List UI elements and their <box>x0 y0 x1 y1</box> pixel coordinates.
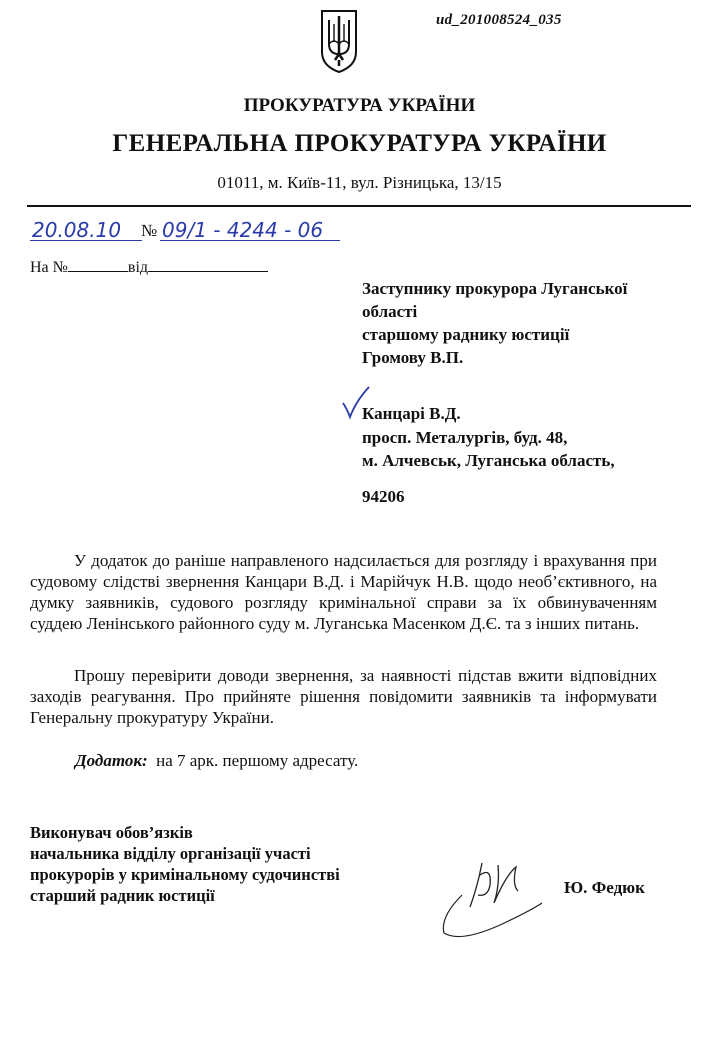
attachment-text: на 7 арк. першому адресату. <box>156 751 359 770</box>
addressee-line: просп. Металургів, буд. 48, <box>362 427 568 447</box>
attachment-label: Додаток: <box>75 751 148 770</box>
addressee-block <box>362 402 615 506</box>
body-paragraph: Прошу перевірити доводи звернення, за наявності підстав вжити відповідних заходів реагування. Про прийняте рішення повідомити заявників та інформувати Генеральну прокуратуру України. <box>30 666 657 727</box>
recipient-block <box>362 277 627 369</box>
reference-date-label: від <box>127 259 149 276</box>
reference-date-blank <box>148 259 268 272</box>
addressee-postal-code: 94206 <box>362 487 405 506</box>
registration-number-underline <box>160 240 340 241</box>
signatory-title-line: Виконувач обов’язків <box>30 823 193 842</box>
trident-emblem-icon <box>319 8 359 74</box>
signatory-name: Ю. Федюк <box>564 878 645 897</box>
reference-line <box>30 259 268 277</box>
reference-number-blank <box>68 259 128 272</box>
registration-date: 20.08.10 <box>32 218 122 242</box>
signatory-title-line: старший радник юстиції <box>30 886 215 905</box>
registration-number: 09/1 - 4244 - 06 <box>162 218 324 242</box>
signatory-title-line: прокурорів у кримінальному судочинстві <box>30 865 340 884</box>
recipient-line: Громову В.П. <box>362 348 464 367</box>
document-id: ud_201008524_035 <box>436 12 562 28</box>
registration-date-underline <box>30 240 142 241</box>
header-divider <box>27 205 691 207</box>
handwritten-signature <box>420 845 560 945</box>
recipient-line: області <box>362 302 418 321</box>
header-address: 01011, м. Київ-11, вул. Різницька, 13/15 <box>217 173 502 192</box>
addressee-line: м. Алчевськ, Луганська область, <box>362 451 615 470</box>
reference-number-label: На № <box>30 259 68 276</box>
body-paragraph: У додаток до раніше направленого надсилається для розгляду і врахування при судовому слідстві звернення Канцари В.Д. і Марійчук Н.В. щодо необ’єктивного, на думку заявників, судового розгляду кримінальної справи за їх обвинуваченням суддею Ленінського районного суду м. Луганська Масенком Д.Є. та з інших питань. <box>30 551 657 633</box>
addressee-line: Канцарі В.Д. <box>362 404 461 423</box>
attachment-line <box>75 751 358 771</box>
registration-number-symbol: № <box>141 221 158 240</box>
recipient-line: старшому раднику юстиції <box>362 325 570 344</box>
header-general-prosecutor-office: ГЕНЕРАЛЬНА ПРОКУРАТУРА УКРАЇНИ <box>112 130 607 157</box>
recipient-line: Заступнику прокурора Луганської <box>362 279 628 298</box>
header-prosecutor-office: ПРОКУРАТУРА УКРАЇНИ <box>243 95 476 116</box>
signatory-title-line: начальника відділу організації участі <box>30 844 311 863</box>
signatory-title <box>30 822 340 906</box>
